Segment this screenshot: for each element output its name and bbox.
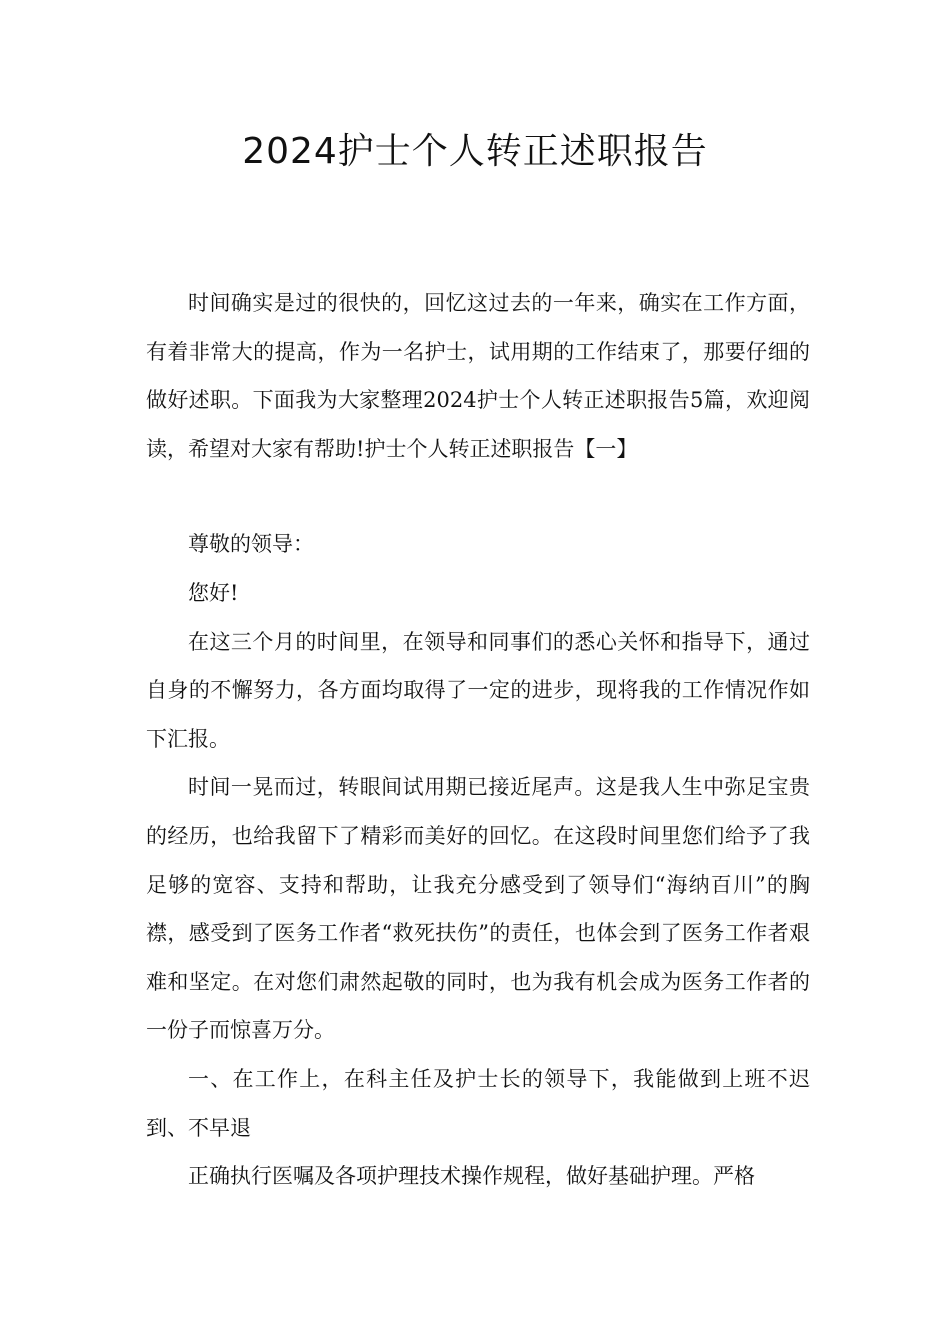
document-title: 2024护士个人转正述职报告 [242, 131, 708, 172]
document-body [146, 279, 810, 1201]
greeting: 您好! [188, 580, 239, 605]
body-paragraph-4: 正确执行医嘱及各项护理技术操作规程，做好基础护理。严格 [188, 1164, 755, 1189]
body-paragraph-3: 一、在工作上，在科主任及护士长的领导下，我能做到上班不迟到、不早退 [146, 1066, 810, 1140]
intro-paragraph: 时间确实是过的很快的，回忆这过去的一年来，确实在工作方面，有着非常大的提高，作为一名护士，试用期的工作结束了，那要仔细的做好述职。下面我为大家整理2024护士个人转正述职报告5篇，欢迎阅读，希望对大家有帮助!护士个人转正述职报告【一】 [146, 291, 810, 461]
salutation: 尊敬的领导： [188, 532, 314, 557]
body-paragraph-1: 在这三个月的时间里，在领导和同事们的悉心关怀和指导下，通过自身的不懈努力，各方面均取得了一定的进步，现将我的工作情况作如下汇报。 [146, 629, 810, 751]
paragraph-spacer [146, 473, 810, 520]
body-paragraph-2: 时间一晃而过，转眼间试用期已接近尾声。这是我人生中弥足宝贵的经历，也给我留下了精彩而美好的回忆。在这段时间里您们给予了我足够的宽容、支持和帮助，让我充分感受到了领导们“海纳百川”的胸襟，感受到了医务工作者“救死扶伤”的责任，也体会到了医务工作者艰难和坚定。在对您们肃然起敬的同时，也为我有机会成为医务工作者的一份子而惊喜万分。 [146, 775, 810, 1043]
